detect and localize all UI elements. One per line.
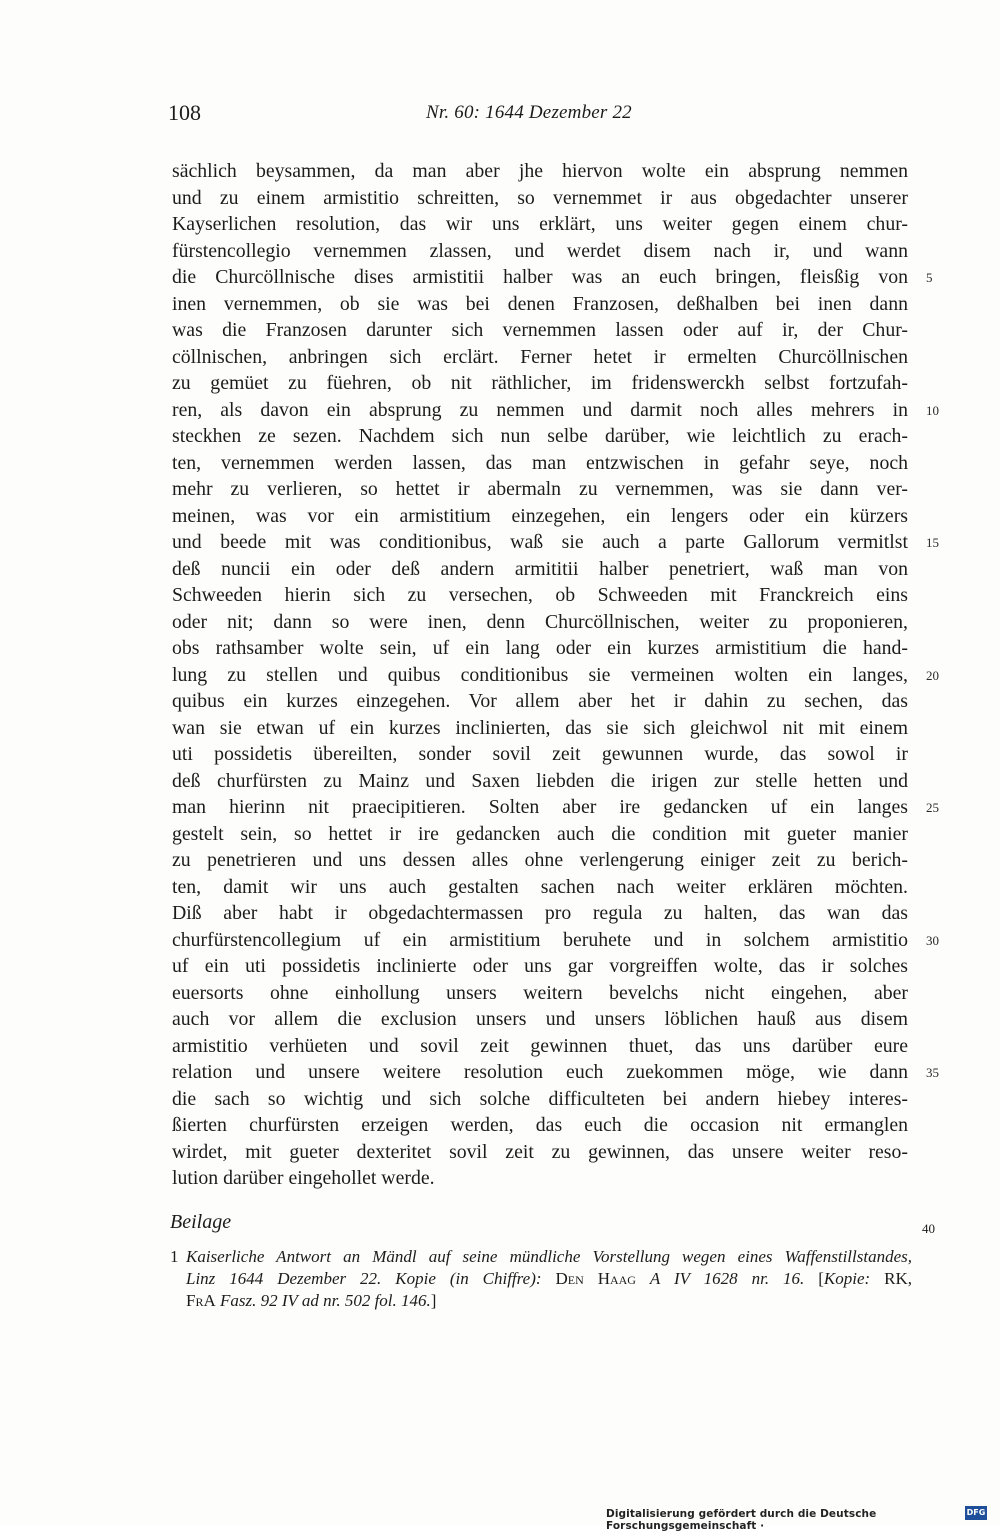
- text-line: [172, 715, 908, 742]
- page-header: [168, 100, 908, 130]
- beilage-entry-line: [170, 1246, 912, 1268]
- text-line-content: die sach so wichtig und sich solche difficulteten bei andern hiebey interes-: [172, 1087, 908, 1110]
- archive-signature: A IV 1628 nr. 16.: [649, 1269, 805, 1288]
- text-line-content: sächlich beysammen, da man aber jhe hiervon wolte ein absprung nemmen: [172, 160, 908, 182]
- line-number: 35: [926, 1065, 939, 1080]
- text-line: [172, 927, 939, 954]
- line-number: 10: [926, 402, 939, 418]
- text-line: [172, 768, 908, 795]
- beilage-entry-line: [170, 1268, 912, 1290]
- text-line: [172, 794, 939, 821]
- body-text: [172, 158, 939, 1192]
- text-line-content: man hierinn nit praecipitieren. Solten aber ire gedancken uf ein langes: [172, 796, 908, 818]
- beilage-entry-date: Linz 1644 Dezember 22. Kopie (in Chiffre):: [186, 1269, 542, 1288]
- text-line: [172, 635, 908, 662]
- text-line: [172, 556, 908, 583]
- text-line-content: wan sie etwan uf ein kurzes inclinierten, das sie sich gleichwol nit mit einem: [172, 716, 908, 739]
- text-line-content: zu gemüet zu füehren, ob nit räthlicher, im fridenswerckh selbst fortzufah-: [172, 372, 908, 394]
- bracket-close: ]: [430, 1291, 437, 1310]
- text-line: [172, 688, 908, 715]
- archive-name: Den Haag: [555, 1269, 636, 1288]
- text-line: [172, 158, 908, 185]
- text-line: [172, 1165, 908, 1192]
- line-number: 20: [926, 667, 939, 683]
- text-line-content: was die Franzosen darunter sich vernemmen lassen oder auf ir, der Chur-: [172, 319, 908, 341]
- text-line-content: churfürstencollegium uf ein armistitium beruhete und in solchem armistitio: [172, 928, 908, 951]
- text-line-content: lution darüber eingehollet werde.: [172, 1167, 435, 1189]
- text-line: [172, 529, 939, 556]
- text-line-content: gestelt sein, so hettet ir ire gedancken auch die condition mit gueter manier: [172, 822, 908, 845]
- text-line: [172, 1059, 939, 1086]
- text-line: [172, 980, 908, 1007]
- text-line-content: deß nuncii ein oder deß andern armititii halber penetriert, waß man von: [172, 557, 908, 580]
- beilage-heading: Beilage: [170, 1211, 232, 1233]
- text-line: [172, 582, 908, 609]
- text-line-content: steckhen ze sezen. Nachdem sich nun selbe darüber, wie leichtlich zu erach-: [172, 425, 908, 447]
- text-line: [172, 741, 908, 768]
- archive-rk: RK,: [884, 1269, 912, 1288]
- text-line: [172, 1086, 908, 1113]
- text-line-content: lung zu stellen und quibus conditionibus sie vermeinen wolten ein langes,: [172, 663, 908, 686]
- text-line: [172, 397, 939, 424]
- page-number: 108: [168, 100, 201, 125]
- text-line-content: mehr zu verlieren, so hettet ir abermaln zu vernemmen, was sie dann ver-: [172, 478, 908, 500]
- text-line-content: und beede mit was conditionibus, waß sie auch a parte Gallorum vermitlst: [172, 531, 908, 553]
- text-line: [172, 874, 908, 901]
- beilage-entry-title: Kaiserliche Antwort an Mändl auf seine mündliche Vorstellung wegen eines Waffenstillstandes,: [186, 1247, 912, 1266]
- text-line: [172, 1006, 908, 1033]
- text-line: [172, 1139, 908, 1166]
- text-line-content: zu penetrieren und uns dessen alles ohne verlengerung einiger zeit zu berich-: [172, 849, 908, 871]
- text-line: [172, 953, 908, 980]
- text-line: [172, 238, 908, 265]
- text-line-content: Kayserlichen resolution, das wir uns erklärt, uns weiter gegen einem chur-: [172, 213, 908, 235]
- line-number: 30: [926, 932, 939, 948]
- text-line-content: auch vor allem die exclusion unsers und unsers löblichen hauß aus disem: [172, 1008, 908, 1030]
- line-number: 5: [926, 270, 933, 285]
- text-line: [172, 476, 908, 503]
- text-line: [172, 662, 939, 689]
- text-line: [172, 821, 908, 848]
- copy-label: Kopie:: [823, 1269, 871, 1288]
- text-line: [172, 291, 908, 318]
- text-line: [172, 344, 908, 371]
- beilage-entry-line: [170, 1290, 912, 1312]
- archive-fra: FrA: [186, 1291, 216, 1310]
- text-line: [172, 211, 908, 238]
- text-line: [172, 317, 908, 344]
- text-line-content: Diß aber habt ir obgedachtermassen pro regula zu halten, das wan das: [172, 902, 908, 924]
- text-line: [172, 503, 908, 530]
- line-number: 40: [922, 1221, 935, 1236]
- text-line-content: ten, damit wir uns auch gestalten sachen nach weiter erklären möchten.: [172, 875, 908, 898]
- text-line-content: oder nit; dann so were inen, denn Churcöllnischen, weiter zu proponieren,: [172, 610, 908, 633]
- text-line: [172, 847, 908, 874]
- text-line-content: relation und unsere weitere resolution euch zuekommen möge, wie dann: [172, 1061, 908, 1083]
- text-line-content: obs rathsamber wolte sein, uf ein lang oder ein kurzes armistitium die hand-: [172, 637, 908, 659]
- text-line-content: euersorts ohne einhollung unsers weitern bevelchs nicht eingehen, aber: [172, 981, 908, 1004]
- text-line: [172, 370, 908, 397]
- text-line: [172, 185, 908, 212]
- text-line-content: deß churfürsten zu Mainz und Saxen liebden die irigen zur stelle hetten und: [172, 769, 908, 792]
- text-line: [172, 1033, 908, 1060]
- line-number: 15: [926, 535, 939, 550]
- text-line-content: inen vernemmen, ob sie was bei denen Franzosen, deßhalben bei inen dann: [172, 292, 908, 315]
- archive-folio: Fasz. 92 IV ad nr. 502 fol. 146.: [220, 1291, 431, 1310]
- text-line: [172, 609, 908, 636]
- beilage-entry: [170, 1246, 912, 1312]
- text-line-content: ten, vernemmen werden lassen, das man entzwischen in gefahr seye, noch: [172, 451, 908, 474]
- text-line: [172, 1112, 908, 1139]
- text-line-content: wirdet, mit gueter dexteritet sovil zeit zu gewinnen, das unsere weiter reso-: [172, 1140, 908, 1163]
- text-line-content: fürstencollegio vernemmen zlassen, und werdet disem nach ir, und wann: [172, 239, 908, 262]
- text-line: [172, 900, 908, 927]
- text-line-content: und zu einem armistitio schreitten, so vernemmet ir aus obgedachter unserer: [172, 186, 908, 209]
- text-line-content: die Churcöllnische dises armistitii halber was an euch bringen, fleisßig von: [172, 266, 908, 288]
- dfg-logo-icon: DFG: [965, 1506, 987, 1520]
- running-head: Nr. 60: 1644 Dezember 22: [426, 102, 632, 123]
- text-line-content: ßierten churfürsten erzeigen werden, das euch die occasion nit ermanglen: [172, 1114, 908, 1136]
- text-line-content: ren, als davon ein absprung zu nemmen und darmit noch alles mehrers in: [172, 398, 908, 421]
- text-line: [172, 264, 933, 291]
- bracket-open: [: [818, 1269, 824, 1288]
- footer-credit: Digitalisierung gefördert durch die Deutsche Forschungsgemeinschaft ·: [606, 1508, 877, 1532]
- text-line-content: meinen, was vor ein armistitium einzegehen, ein lengers oder ein kürzers: [172, 504, 908, 527]
- text-line: [172, 423, 908, 450]
- line-number: 25: [926, 800, 939, 815]
- text-line-content: quibus ein kurzes einzegehen. Vor allem aber het ir dahin zu sechen, das: [172, 690, 908, 712]
- beilage-item-number: 1: [170, 1247, 179, 1266]
- text-line-content: uf ein uti possidetis inclinierte oder uns gar vorgreiffen wolte, das ir solches: [172, 955, 908, 977]
- text-line-content: uti possidetis übereilten, sonder sovil zeit gewunnen wurde, das sowol ir: [172, 743, 908, 765]
- text-line-content: armistitio verhüeten und sovil zeit gewinnen thuet, das uns darüber eure: [172, 1034, 908, 1057]
- text-line-content: cöllnischen, anbringen sich erclärt. Ferner hetet ir ermelten Churcöllnischen: [172, 345, 908, 368]
- text-line: [172, 450, 908, 477]
- text-line-content: Schweeden hierin sich zu versechen, ob Schweeden mit Franckreich eins: [172, 584, 908, 606]
